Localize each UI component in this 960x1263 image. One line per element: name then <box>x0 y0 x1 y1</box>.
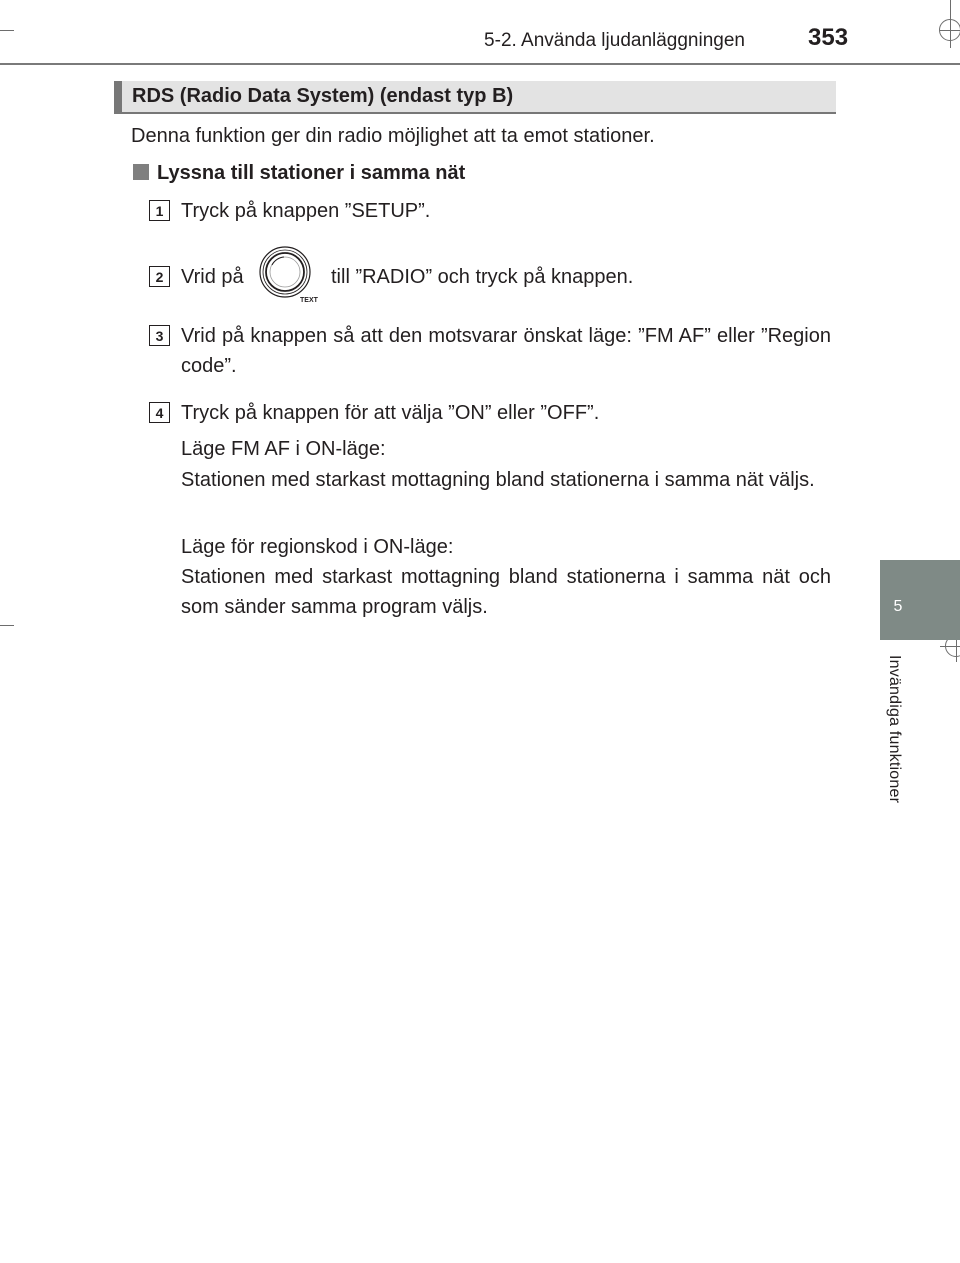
knob-label: TEXT <box>300 297 318 304</box>
running-header: 5-2. Använda ljudanläggningen <box>484 30 745 51</box>
step-2-text-after: till ”RADIO” och tryck på knappen. <box>331 266 634 288</box>
header-rule <box>0 63 960 65</box>
tune-knob-icon <box>258 245 322 305</box>
subheading: Lyssna till stationer i samma nät <box>157 162 466 184</box>
square-bullet-icon <box>133 164 149 180</box>
step-2-text-before: Vrid på <box>181 266 244 288</box>
section-title: RDS (Radio Data System) (endast typ B) <box>132 85 514 107</box>
intro-text: Denna funktion ger din radio möjlighet att ta emot stationer. <box>131 125 655 147</box>
note-1-label: Läge FM AF i ON-läge: <box>181 438 386 460</box>
step-number-2: 2 <box>149 266 170 287</box>
step-number-3: 3 <box>149 325 170 346</box>
crop-mark <box>0 30 14 31</box>
chapter-title-text: Invändiga funktioner <box>886 655 903 804</box>
step-number-1: 1 <box>149 200 170 221</box>
step-4-text: Tryck på knappen för att välja ”ON” eller ”OFF”. <box>181 402 600 424</box>
step-1-text: Tryck på knappen ”SETUP”. <box>181 200 431 222</box>
crop-mark <box>939 19 960 41</box>
step-3-text: Vrid på knappen så att den motsvarar önskat läge: ”FM AF” eller ”Region code”. <box>181 325 831 377</box>
chapter-title <box>875 655 915 855</box>
note-1-text: Stationen med starkast mottagning bland stationerna i samma nät väljs. <box>181 469 815 491</box>
chapter-number: 5 <box>893 598 903 615</box>
page-number: 353 <box>808 24 849 51</box>
note-2-text: Stationen med starkast mottagning bland stationerna i samma nät och som sänder samma program väljs. <box>181 566 831 618</box>
crop-mark <box>0 625 14 626</box>
step-number-4: 4 <box>149 402 170 423</box>
section-heading-accent <box>114 81 122 114</box>
note-2-label: Läge för regionskod i ON-läge: <box>181 536 454 558</box>
